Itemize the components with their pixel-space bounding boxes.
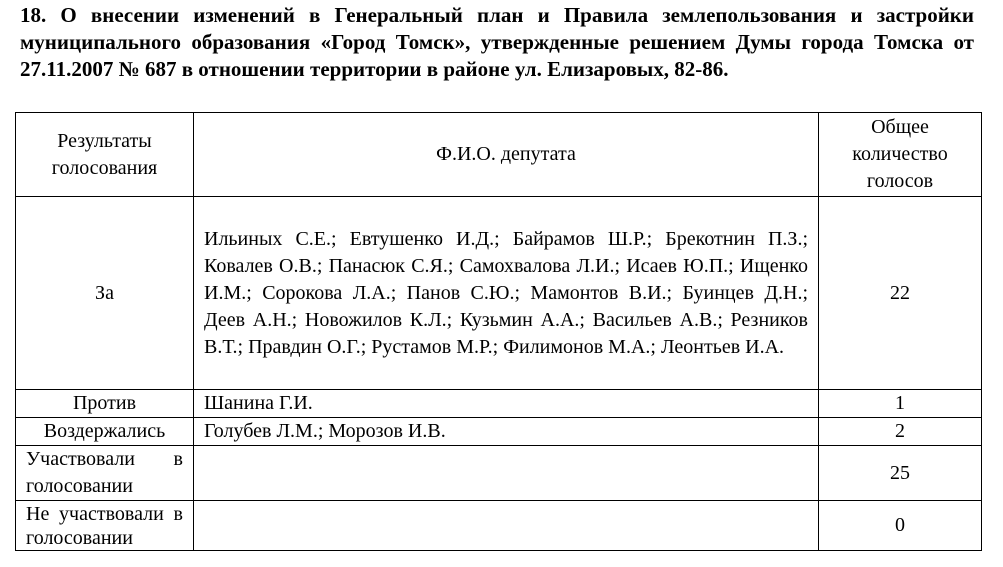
- deputies-cell: [194, 446, 819, 501]
- result-cell: Не участвовали в голосовании: [16, 501, 194, 551]
- agenda-item-title: О внесении изменений в Генеральный план и Правила землепользования и застройки муниципального образования «Город Томск», утвержденные решением Думы города Томска от 27.11.2007 № 687 в отношении территории в районе ул. Елизаровых, 82-86: [20, 3, 975, 81]
- table-row-participated: [16, 446, 982, 501]
- header-result: Результаты голосования: [16, 113, 194, 197]
- table-row-against: [16, 390, 982, 418]
- deputies-cell: Голубев Л.М.; Морозов И.В.: [194, 418, 819, 446]
- deputies-cell: [194, 501, 819, 551]
- result-cell: Воздержались: [16, 418, 194, 446]
- voting-results-table: [15, 112, 982, 551]
- result-cell: Против: [16, 390, 194, 418]
- agenda-item-heading: 18. О внесении изменений в Генеральный план и Правила землепользования и застройки муниципального образования «Город Томск», утвержденные решением Думы города Томска от 27.11.2007 № 687 в отношении территории в районе ул. Елизаровых, 82-86.: [20, 3, 975, 81]
- total-cell: 1: [819, 390, 982, 418]
- deputies-cell: Ильиных С.Е.; Евтушенко И.Д.; Байрамов Ш.Р.; Брекотнин П.З.; Ковалев О.В.; Панасюк С.Я.; Самохвалова Л.И.; Исаев Ю.П.; Ищенко И.М.; Сорокова Л.А.; Панов С.Ю.; Мамонтов В.И.; Буинцев Д.Н.; Деев А.Н.; Новожилов К.Л.; Кузьмин А.А.; Васильев А.В.; Резников В.Т.; Правдин О.Г.; Рустамов М.Р.; Филимонов М.А.; Леонтьев И.А.: [194, 197, 819, 390]
- total-cell: 2: [819, 418, 982, 446]
- result-cell: Участвовали в голосовании: [16, 446, 194, 501]
- total-cell: 0: [819, 501, 982, 551]
- header-deputy: Ф.И.О. депутата: [194, 113, 819, 197]
- total-cell: 22: [819, 197, 982, 390]
- table-row-for: [16, 197, 982, 390]
- agenda-item-number: 18.: [20, 3, 47, 27]
- header-total: Общее количество голосов: [819, 113, 982, 197]
- result-cell: За: [16, 197, 194, 390]
- table-row-not-participated: [16, 501, 982, 551]
- deputies-cell: Шанина Г.И.: [194, 390, 819, 418]
- table-row-abstained: [16, 418, 982, 446]
- table-header-row: [16, 113, 982, 197]
- total-cell: 25: [819, 446, 982, 501]
